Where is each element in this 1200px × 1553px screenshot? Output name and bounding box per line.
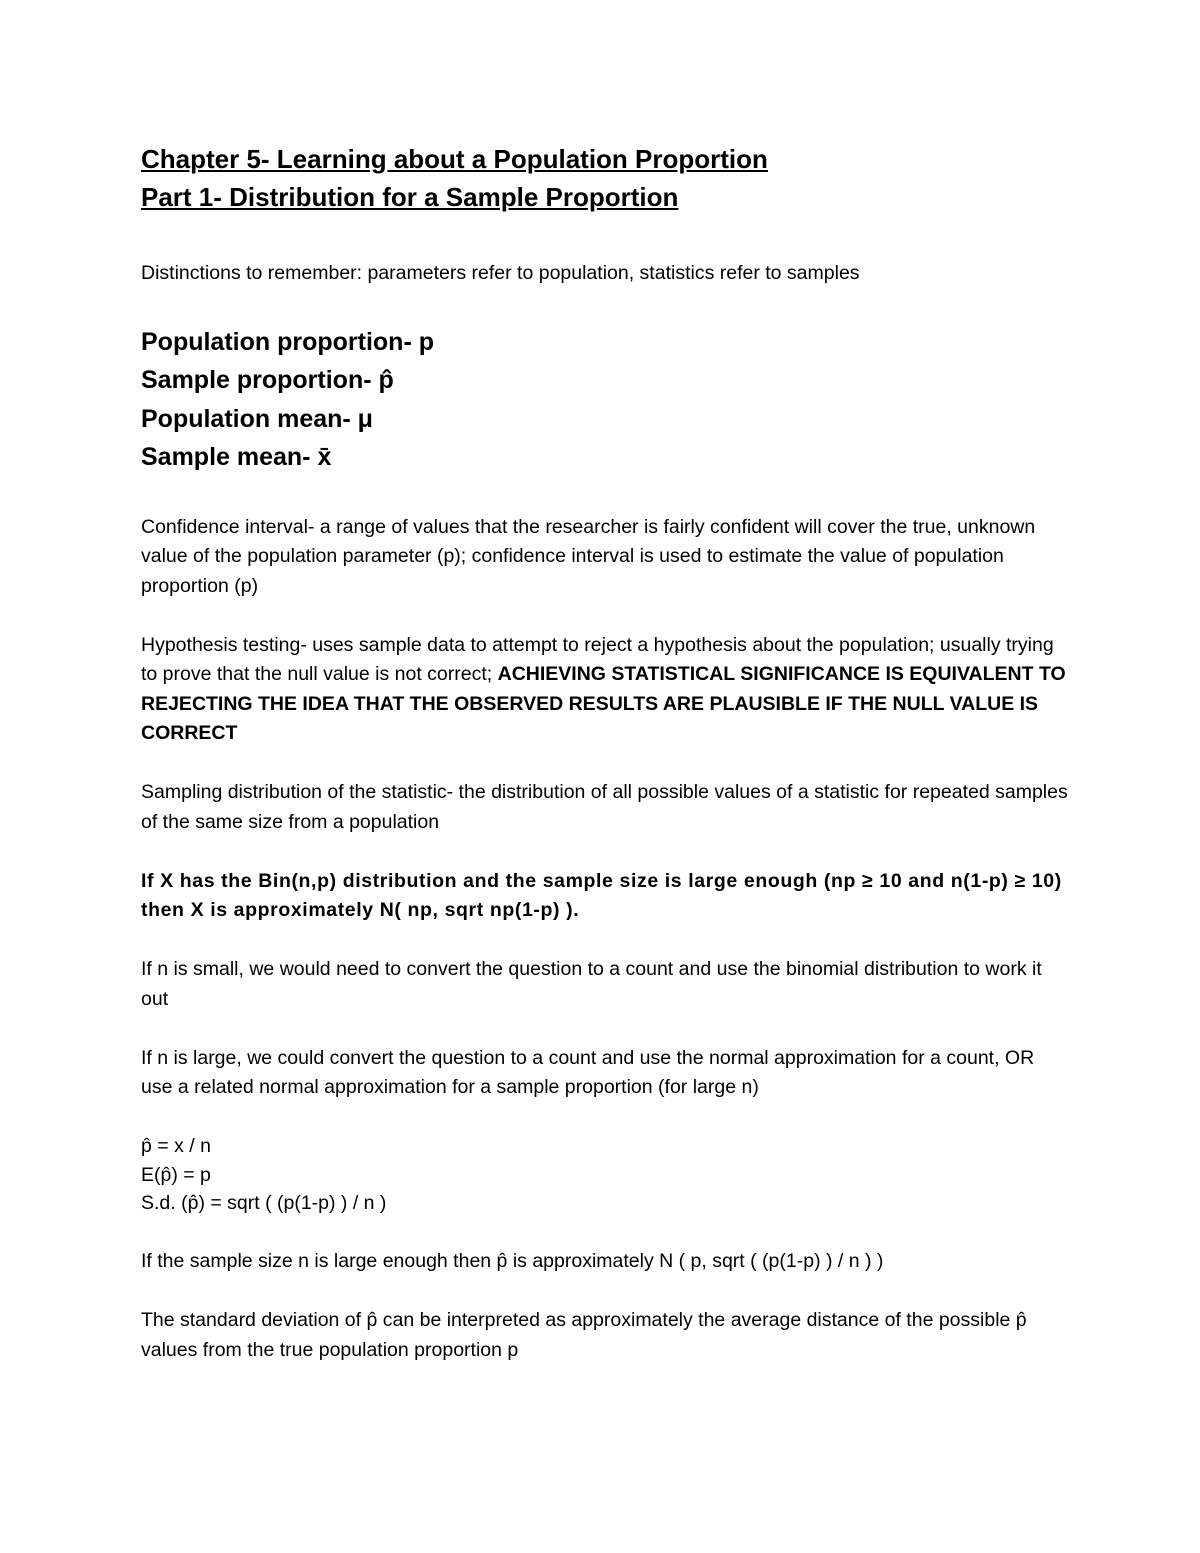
symbol-population-mean: Population mean- μ (141, 404, 373, 433)
sd-interpretation-paragraph: The standard deviation of p̂ can be interpreted as approximately the average distance of the possible p̂ values from the true population proportion p (141, 1309, 1027, 1361)
formula-standard-deviation: S.d. (p̂) = sqrt ( (p(1-p) ) / n ) (141, 1192, 387, 1214)
symbol-sample-proportion: Sample proportion- p̂ (141, 366, 394, 394)
large-n-paragraph: If n is large, we could convert the question to a count and use the normal approximation for a count, OR use a related normal approximation for a sample proportion (for large n) (141, 1046, 1035, 1098)
document-page (141, 140, 1071, 1395)
hypothesis-text: Hypothesis testing- uses sample data to attempt to reject a hypothesis about the population; usually trying to prove that the null value is not correct; (141, 633, 1054, 685)
sampling-distribution-paragraph: Sampling distribution of the statistic- the distribution of all possible values of a statistic for repeated samples of the same size from a population (141, 781, 1068, 833)
hypothesis-testing-paragraph (141, 631, 1071, 749)
chapter-title: Chapter 5- Learning about a Population Proportion (141, 144, 768, 174)
symbol-population-proportion: Population proportion- p (141, 327, 434, 356)
distinctions-text: Distinctions to remember: parameters refer to population, statistics refer to samples (141, 262, 860, 284)
symbol-sample-mean: Sample mean- x̄ (141, 443, 332, 471)
formula-block (141, 1132, 1071, 1218)
part-title: Part 1- Distribution for a Sample Proportion (141, 182, 679, 212)
heading-block (141, 140, 1071, 216)
hypothesis-emphasis: ACHIEVING STATISTICAL SIGNIFICANCE IS EQUIVALENT TO REJECTING THE IDEA THAT THE OBSERVED RESULTS ARE PLAUSIBLE IF THE NULL VALUE IS CORRECT (141, 663, 1066, 744)
small-n-paragraph: If n is small, we would need to convert the question to a count and use the binomial distribution to work it out (141, 958, 1042, 1010)
formula-phat: p̂ = x / n (141, 1135, 211, 1157)
approximation-paragraph: If the sample size n is large enough then p̂ is approximately N ( p, sqrt ( (p(1-p) ) / n ) ) (141, 1250, 884, 1272)
binomial-rule-paragraph: If X has the Bin(n,p) distribution and the sample size is large enough (np ≥ 10 and n(1-p) ≥ 10) then X is approximately N( np, sqrt np(1-p) ). (141, 869, 1062, 921)
symbol-definitions (141, 323, 1071, 477)
confidence-interval-paragraph: Confidence interval- a range of values that the researcher is fairly confident will cover the true, unknown value of the population parameter (p); confidence interval is used to estimate the value of population proportion (p) (141, 515, 1036, 597)
formula-expectation: E(p̂) = p (141, 1163, 211, 1186)
